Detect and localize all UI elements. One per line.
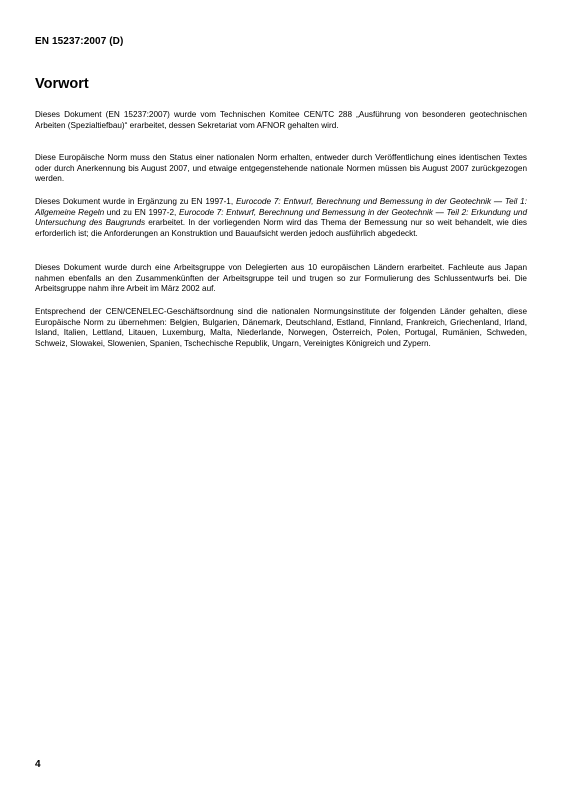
- page-number: 4: [35, 759, 41, 770]
- paragraph-text-segment: Dieses Dokument wurde in Ergänzung zu EN 1997-1,: [35, 197, 236, 206]
- document-id-header: EN 15237:2007 (D): [35, 36, 124, 47]
- paragraph-text-segment: erarbeitet. In der vorliegenden Norm wird das Thema der Bemessung nur so weit behandelt, wie dies erforderlich ist; die Anforderungen an Konstruktion und Bauaufsicht werden jedoch ausführlich abgedeckt.: [35, 218, 527, 238]
- paragraph-text-segment: und zu EN 1997-2,: [104, 207, 179, 217]
- paragraph-committee: Dieses Dokument (EN 15237:2007) wurde vom Technischen Komitee CEN/TC 288 „Ausführung von besonderen geotechnischen Arbeiten (Spezialtiefbau)“ erarbeitet, dessen Sekretariat vom AFNOR gehalten wird.: [35, 110, 527, 130]
- paragraph-working-group: Dieses Dokument wurde durch eine Arbeitsgruppe von Delegierten aus 10 europäischen Ländern erarbeitet. Fachleute aus Japan nahmen ebenfalls an den Zusammenkünften der Arbeitsgruppe teil und trugen so zur Formulierung des Schlussentwurfs bei. Die Arbeitsgruppe nahm ihre Arbeit im März 2002 auf.: [35, 263, 527, 294]
- eurocode-part2-title: Eurocode 7: Entwurf, Berechnung und Bemessung in der Geotechnik — Teil 2: Erkundung und Untersuchung des Baugrunds: [35, 207, 528, 228]
- paragraph-member-countries: Entsprechend der CEN/CENELEC-Geschäftsordnung sind die nationalen Normungsinstitute der folgenden Länder gehalten, diese Europäische Norm zu übernehmen: Belgien, Bulgarien, Dänemark, Deutschland, Estland, Finnland, Frankreich, Griechenland, Irland, Island, Italien, Lettland, Litauen, Luxemburg, Malta, Niederlande, Norwegen, Österreich, Polen, Portugal, Rumänien, Schweden, Schweiz, Slowakei, Slowenien, Spanien, Tschechische Republik, Ungarn, Vereinigtes Königreich und Zypern.: [35, 307, 527, 348]
- paragraph-national-status: Diese Europäische Norm muss den Status einer nationalen Norm erhalten, entweder durch Veröffentlichung eines identischen Textes oder durch Anerkennung bis August 2007, und etwaige entgegenstehende nationale Normen müssen bis August 2007 zurückgezogen werden.: [35, 153, 527, 184]
- section-title: Vorwort: [35, 76, 89, 92]
- eurocode-part1-title: Eurocode 7: Entwurf, Berechnung und Bemessung in der Geotechnik — Teil 1: Allgemeine Regeln: [35, 197, 527, 217]
- paragraph-eurocode-reference: [35, 197, 527, 239]
